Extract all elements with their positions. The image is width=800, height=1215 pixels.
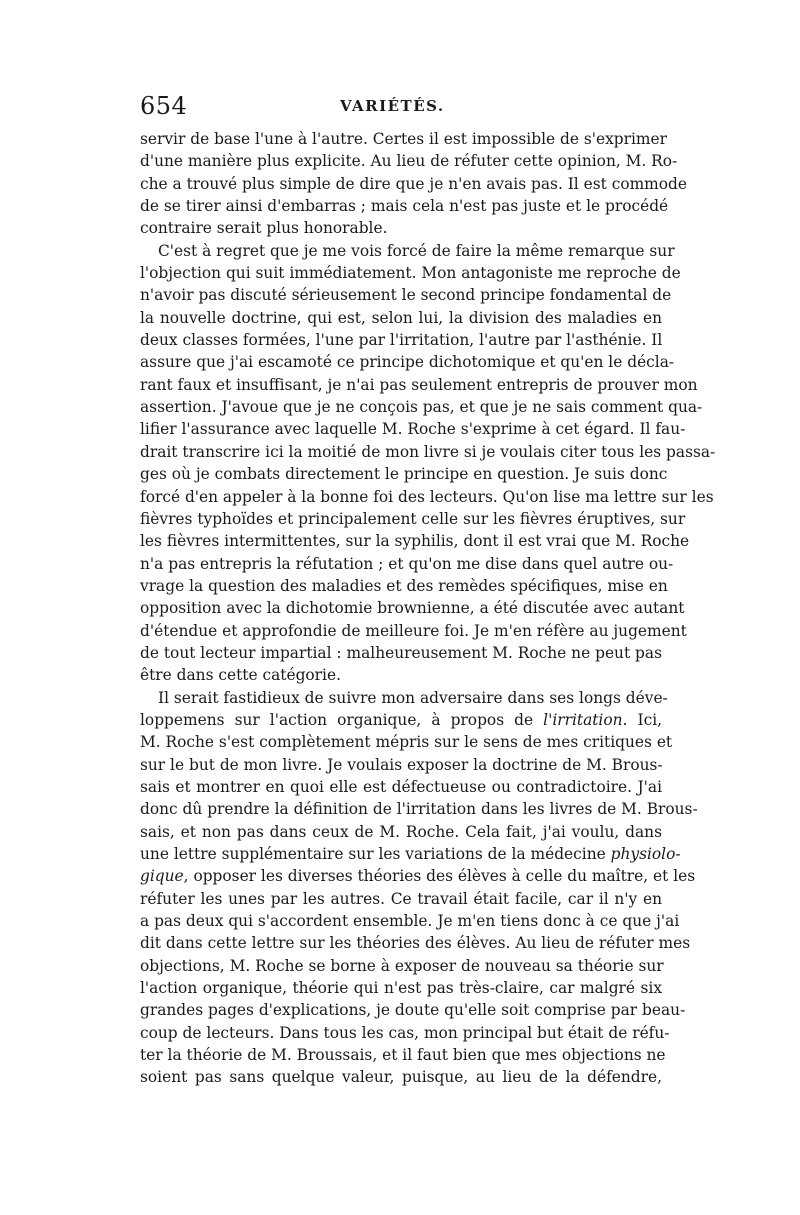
text-line: coup de lecteurs. Dans tous les cas, mon principal but était de réfu-	[140, 1023, 670, 1042]
page-number: 654	[140, 92, 188, 120]
text-line: la nouvelle doctrine, qui est, selon lui, la division des maladies en	[140, 308, 662, 327]
text-line: a pas deux qui s'accordent ensemble. Je m'en tiens donc à ce que j'ai	[140, 912, 680, 931]
text-line: n'avoir pas discuté sérieusement le second principe fondamental de	[140, 286, 672, 305]
text-line: objections, M. Roche se borne à exposer de nouveau sa théorie sur	[140, 956, 664, 975]
book-page	[140, 92, 716, 1089]
text-line: ges où je combats directement le principe en question. Je suis donc	[140, 465, 668, 484]
text-line: n'a pas entrepris la réfutation ; et qu'on me dise dans quel autre ou-	[140, 554, 674, 573]
text-line: rant faux et insuffisant, je n'ai pas seulement entrepris de prouver mon	[140, 375, 698, 394]
text-line: l'objection qui suit immédiatement. Mon antagoniste me reproche de	[140, 264, 681, 283]
text-line: contraire serait plus honorable.	[140, 219, 388, 238]
text-line: l'action organique, théorie qui n'est pas très-claire, car malgré six	[140, 979, 662, 998]
text-line: de se tirer ainsi d'embarras ; mais cela n'est pas juste et le procédé	[140, 197, 669, 216]
text-line: d'étendue et approfondie de meilleure foi. Je m'en réfère au jugement	[140, 621, 687, 640]
text-line: lifier l'assurance avec laquelle M. Roche s'exprime à cet égard. Il fau-	[140, 420, 686, 439]
text-line: donc dû prendre la définition de l'irritation dans les livres de M. Brous-	[140, 800, 698, 819]
text-line: forcé d'en appeler à la bonne foi des lecteurs. Qu'on lise ma lettre sur les	[140, 487, 714, 506]
text-line: fièvres typhoïdes et principalement celle sur les fièvres éruptives, sur	[140, 509, 686, 528]
text-line: sais, et non pas dans ceux de M. Roche. Cela fait, j'ai voulu, dans	[140, 822, 662, 841]
text-line: réfuter les unes par les autres. Ce travail était facile, car il n'y en	[140, 889, 662, 908]
text-line: grandes pages d'explications, je doute qu'elle soit comprise par beau-	[140, 1001, 686, 1020]
text-line: assure que j'ai escamoté ce principe dichotomique et qu'en le décla-	[140, 353, 675, 372]
text-line: une lettre supplémentaire sur les variations de la médecine physiolo-	[140, 845, 681, 863]
text-line: M. Roche s'est complètement mépris sur le sens de mes critiques et	[140, 733, 673, 752]
text-line: gique, opposer les diverses théories des élèves à celle du maître, et les	[140, 867, 696, 886]
text-line: opposition avec la dichotomie brownienne, a été discutée avec autant	[140, 599, 685, 618]
text-line: d'une manière plus explicite. Au lieu de réfuter cette opinion, M. Ro-	[140, 152, 678, 171]
text-line: vrage la question des maladies et des remèdes spécifiques, mise en	[140, 576, 668, 595]
text-line: soient pas sans quelque valeur, puisque, au lieu de la défendre,	[140, 1068, 662, 1087]
text-line: C'est à regret que je me vois forcé de faire la même remarque sur	[158, 241, 675, 260]
text-line: ter la théorie de M. Broussais, et il faut bien que mes objections ne	[140, 1046, 666, 1065]
running-head: VARIÉTÉS.	[340, 97, 445, 115]
text-line: deux classes formées, l'une par l'irritation, l'autre par l'asthénie. Il	[140, 331, 663, 350]
text-line: assertion. J'avoue que je ne conçois pas, et que je ne sais comment qua-	[140, 398, 703, 417]
text-line: drait transcrire ici la moitié de mon livre si je voulais citer tous les passa-	[140, 442, 716, 461]
text-line: Il serait fastidieux de suivre mon adversaire dans ses longs déve-	[158, 688, 668, 707]
text-line: loppemens sur l'action organique, à propos de l'irritation. Ici,	[140, 710, 663, 729]
text-line: de tout lecteur impartial : malheureusement M. Roche ne peut pas	[140, 643, 662, 662]
body-text	[140, 128, 716, 1089]
text-line: sur le but de mon livre. Je voulais exposer la doctrine de M. Brous-	[140, 755, 663, 774]
text-line: servir de base l'une à l'autre. Certes il est impossible de s'exprimer	[140, 130, 667, 148]
text-line: les fièvres intermittentes, sur la syphilis, dont il est vrai que M. Roche	[140, 532, 690, 551]
text-line: che a trouvé plus simple de dire que je n'en avais pas. Il est commode	[140, 174, 688, 193]
page-header	[140, 92, 662, 128]
text-line: être dans cette catégorie.	[140, 666, 341, 685]
text-line: sais et montrer en quoi elle est défectueuse ou contradictoire. J'ai	[140, 777, 662, 796]
text-line: dit dans cette lettre sur les théories des élèves. Au lieu de réfuter mes	[140, 934, 691, 953]
